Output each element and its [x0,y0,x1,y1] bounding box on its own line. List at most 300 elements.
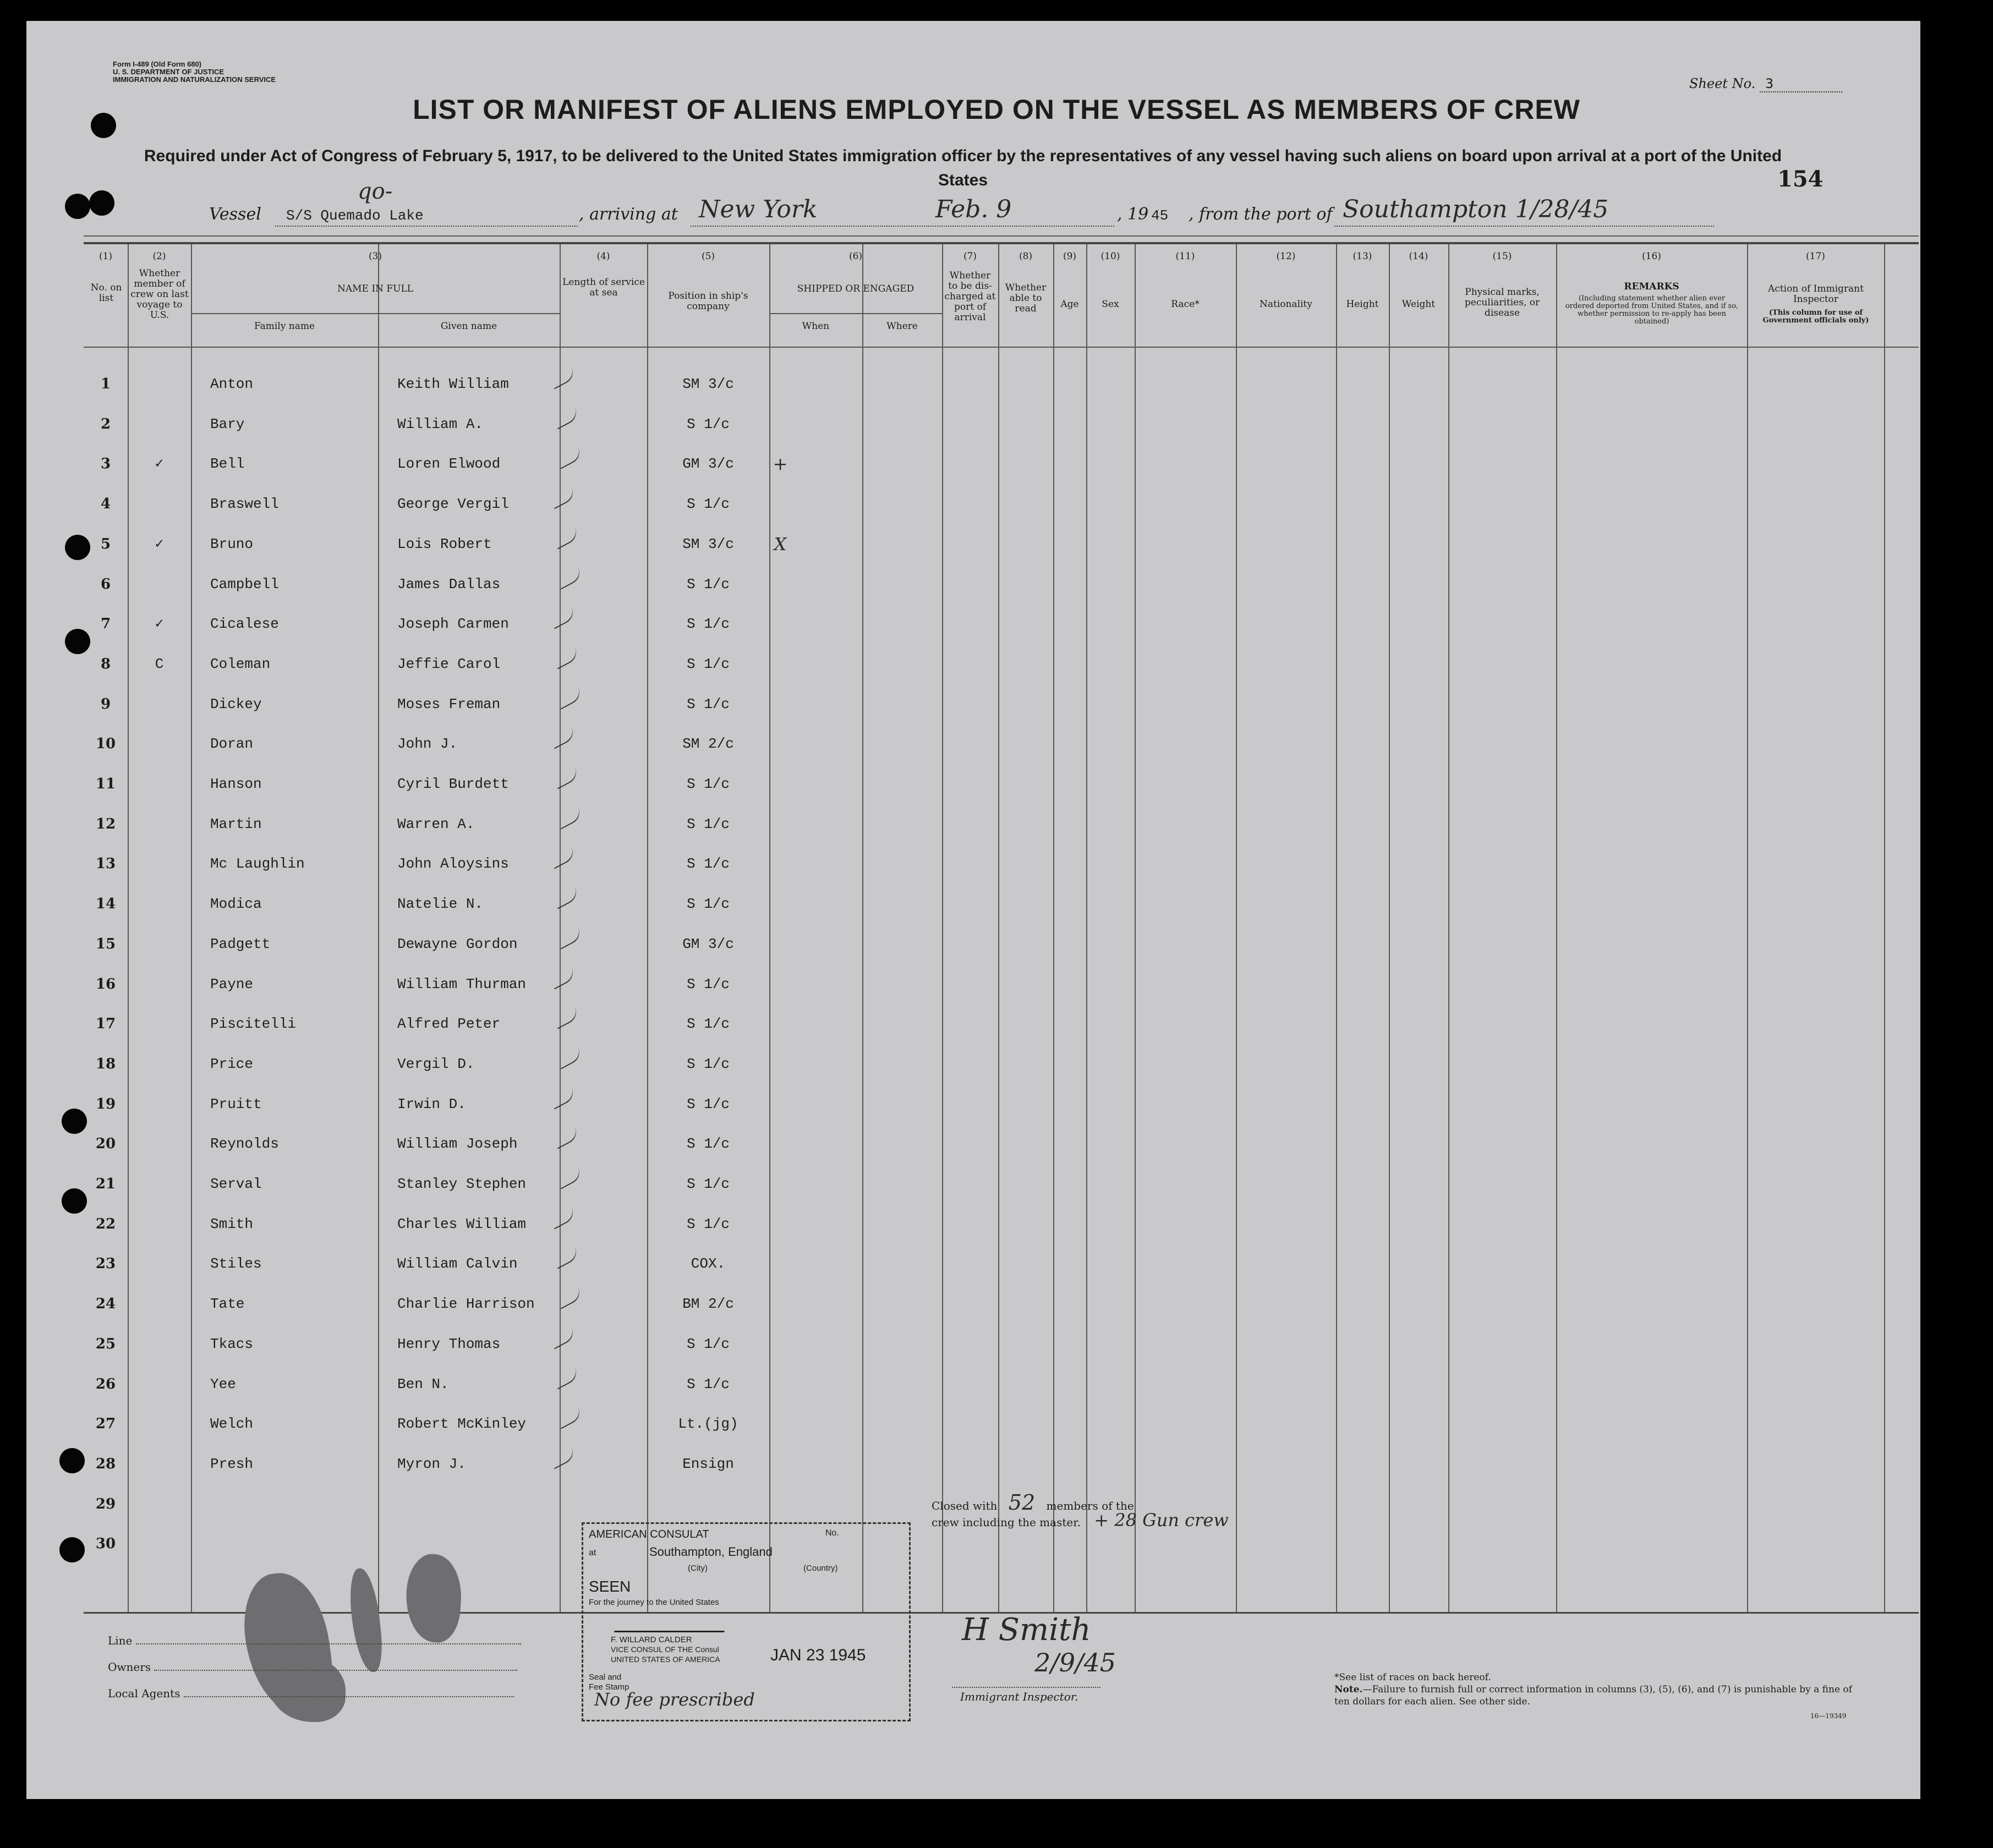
column-header-weight: Weight [1401,299,1436,310]
shipped-note [769,764,791,804]
stamp-seal-label: Seal and [589,1672,622,1682]
previous-voyage-mark [128,1124,191,1164]
given-name: Robert McKinley [397,1416,527,1433]
row-number: 14 [95,896,116,913]
check-mark [556,807,584,829]
family-name: Braswell [210,496,279,513]
row-number: 3 [100,456,111,473]
stamp-city-label: (City) [688,1564,708,1573]
column-header-height: Height [1346,299,1379,310]
previous-voyage-mark [128,1004,191,1044]
position: GM 3/c [682,935,734,952]
check-mark [556,1287,584,1309]
crew-count: 52 [1008,1490,1036,1515]
previous-voyage-mark [128,564,191,604]
table-row [84,364,1919,404]
table-row [84,764,1919,804]
family-name: Presh [210,1455,254,1472]
position: S 1/c [686,415,730,432]
column-header-inspector-note: (This column for use of Government officials only) [1762,309,1869,325]
previous-voyage-mark [128,804,191,844]
position: Lt.(jg) [678,1416,738,1433]
family-name: Smith [210,1215,254,1232]
row-number: 19 [95,1095,116,1112]
agents-field [108,1687,514,1700]
table-row [84,1324,1919,1364]
previous-voyage-mark [128,1204,191,1244]
family-name: Hanson [210,776,262,792]
column-header-name: NAME IN FULL [337,283,414,294]
previous-voyage-mark [128,764,191,804]
table-row [84,1084,1919,1124]
note-text: —Failure to furnish full or correct information in columns (3), (5), (6), and (7) is punishable by a fine of ten dollars for each alien. See other side. [1334,1684,1852,1707]
position: SM 2/c [682,736,734,753]
shipped-note [769,964,791,1004]
column-header-discharged: Whether to be dis-charged at port of arrival [944,270,996,323]
position: BM 2/c [682,1296,734,1313]
position: S 1/c [686,1176,730,1192]
form-id-line: U. S. DEPARTMENT OF JUSTICE [113,68,224,76]
table-row [84,1124,1919,1164]
family-name [210,1484,375,1524]
given-name: James Dallas [397,575,501,593]
family-name: Serval [210,1176,262,1192]
agents-label: Local Agents [108,1687,180,1700]
table-row [84,484,1919,524]
shipped-note [769,364,791,404]
header-rule [84,235,1919,237]
table-row [84,1244,1919,1284]
column-number: (3) [368,251,382,262]
column-header-remarks: REMARKS [1624,281,1679,292]
stamp-seen: SEEN [589,1578,631,1595]
position: SM 3/c [682,535,734,552]
consul-signature [614,1612,729,1632]
row-number: 17 [95,1016,116,1033]
position: GM 3/c [682,456,734,473]
stamp-officer-title: VICE CONSUL OF THE Consul [611,1645,719,1654]
row-number: 28 [95,1455,116,1472]
previous-voyage-mark: C [155,655,164,672]
shipped-note [769,1084,791,1124]
row-number: 30 [95,1536,116,1553]
column-header-no: No. on list [90,282,122,304]
stamp-officer: F. WILLARD CALDER [611,1635,692,1644]
shipped-note [769,1324,791,1364]
column-header-family-name: Family name [254,321,315,332]
column-header-race: Race* [1171,299,1200,310]
column-header-age: Age [1060,299,1079,310]
column-header-when: When [802,321,830,332]
position: COX. [691,1255,726,1273]
family-name: Campbell [210,575,279,593]
given-name: Warren A. [397,815,475,832]
column-number: (7) [963,251,977,262]
shipped-note [769,1244,791,1284]
row-number: 2 [100,415,111,432]
given-name: William Joseph [397,1136,518,1153]
column-header-where: Where [886,321,918,332]
family-name: Cicalese [210,616,279,633]
position: S 1/c [686,776,730,792]
vessel-name-line [275,226,578,227]
row-number: 13 [95,856,116,873]
column-header-physical-marks: Physical marks, peculiarities, or disease [1464,287,1540,319]
given-name: William Calvin [397,1255,518,1273]
year-prefix: , 19 [1117,205,1149,224]
column-header-able-to-read: Whether able to read [1005,282,1047,314]
table-row [84,684,1919,724]
row-number: 18 [95,1055,116,1072]
previous-voyage-mark [128,884,191,924]
shipped-note [769,1124,791,1164]
vessel-label: Vessel [209,205,261,224]
previous-voyage-mark [128,404,191,444]
stamp-journey: For the journey to the United States [589,1598,719,1607]
shipped-note [769,1364,791,1404]
column-header-nationality: Nationality [1260,299,1312,310]
stamp-fee-label: Fee Stamp [589,1682,629,1692]
family-name: Price [210,1055,254,1072]
closing-suffix: members of the [1046,1499,1134,1512]
table-row [84,1004,1919,1044]
previous-voyage-mark [128,1324,191,1364]
column-header-previous-voyage: Whether member of crew on last voyage to U.S. [130,268,189,321]
previous-voyage-mark [128,1364,191,1404]
previous-voyage-mark [128,1044,191,1084]
given-name: Alfred Peter [397,1016,501,1033]
page-subtitle: Required under Act of Congress of February 5, 1917, to be delivered to the United States immigration officer by the representatives of any vessel having such aliens on board upon arrival at a port of the United States [144,147,1782,189]
shipped-note [769,1204,791,1244]
form-identifier [113,61,276,84]
punch-hole [59,1537,85,1562]
line-label: Line [108,1634,133,1647]
sheet-number-label: Sheet No. [1689,76,1756,91]
row-number: 21 [95,1176,116,1192]
previous-voyage-mark [128,844,191,884]
shipped-note: + [773,453,788,475]
position: S 1/c [686,1055,730,1072]
given-name: Dewayne Gordon [397,935,518,952]
position: S 1/c [686,856,730,873]
table-row [84,1044,1919,1084]
previous-voyage-mark: ✓ [155,535,164,552]
line-value [136,1643,521,1644]
table-row [84,524,1919,564]
row-number: 9 [100,695,111,712]
given-name: George Vergil [397,496,509,513]
row-number: 7 [100,616,111,633]
previous-voyage-mark [128,1084,191,1124]
family-name: Coleman [210,655,271,672]
shipped-note [769,1044,791,1084]
previous-voyage-mark [128,1444,191,1484]
row-number: 6 [100,575,111,593]
position: Ensign [682,1455,734,1472]
column-number: (1) [98,251,113,262]
shipped-note [769,724,791,764]
arriving-port: New York [699,195,818,223]
column-header-inspector-action: Action of Immigrant Inspector [1768,283,1864,305]
shipped-note [769,804,791,844]
given-name: Cyril Burdett [397,776,509,792]
shipped-note [769,604,791,644]
form-id-line: Form I-489 (Old Form 680) [113,60,202,68]
given-name: Myron J. [397,1455,466,1472]
check-mark [556,926,584,949]
table-row [84,404,1919,444]
row-number: 12 [95,815,116,832]
previous-voyage-mark [128,1164,191,1204]
position: S 1/c [686,496,730,513]
given-name: Jeffie Carol [397,655,501,672]
punch-hole [89,190,114,216]
shipped-note [769,844,791,884]
shipped-note [769,1004,791,1044]
check-mark [556,1407,584,1429]
position [647,1484,769,1524]
page-title: LIST OR MANIFEST OF ALIENS EMPLOYED ON THE VESSEL AS MEMBERS OF CREW [413,94,1580,125]
table-row [84,844,1919,884]
closing-prefix: Closed with [932,1499,998,1512]
column-number: (2) [152,251,166,262]
family-name: Martin [210,815,262,832]
given-name: Lois Robert [397,535,492,552]
owners-label: Owners [108,1660,151,1674]
column-header-service-length: Length of service at sea [562,277,645,298]
column-number: (11) [1175,251,1195,262]
given-name: William A. [397,415,484,432]
form-id-line: IMMIGRATION AND NATURALIZATION SERVICE [113,75,276,84]
position: S 1/c [686,655,730,672]
given-name: Keith William [397,376,509,392]
row-number: 29 [95,1495,116,1512]
shipped-note [769,884,791,924]
row-number: 20 [95,1136,116,1153]
vessel-annotation: qo- [358,179,393,204]
previous-voyage-mark [128,924,191,964]
arrival-date: Feb. 9 [935,195,1012,223]
stamp-at-label: at [589,1548,596,1558]
family-name: Doran [210,736,254,753]
given-name [397,1484,557,1524]
family-name: Modica [210,896,262,913]
family-name: Yee [210,1375,236,1392]
row-number: 22 [95,1215,116,1232]
position: S 1/c [686,1375,730,1392]
arriving-label: , arriving at [579,205,678,224]
stamp-date: JAN 23 1945 [770,1646,866,1664]
position: S 1/c [686,1215,730,1232]
gun-crew-note: + 28 Gun crew [1094,1510,1229,1531]
family-name: Stiles [210,1255,262,1273]
row-number: 24 [95,1296,116,1313]
shipped-note [769,484,791,524]
position: S 1/c [686,695,730,712]
previous-voyage-mark [128,1524,191,1564]
table-row [84,1524,1919,1564]
position: S 1/c [686,975,730,992]
previous-voyage-mark [128,724,191,764]
column-number: (15) [1492,251,1512,262]
row-number: 1 [100,376,111,392]
shipped-note [769,684,791,724]
given-name: John Aloysins [397,856,509,873]
vessel-name: S/S Quemado Lake [286,207,424,224]
row-number: 4 [100,496,111,513]
closing-line2: crew including the master. [932,1516,1081,1529]
column-header-position: Position in ship's company [668,290,748,312]
agents-value [184,1696,514,1697]
stamp-city: Southampton, England [649,1545,773,1559]
position: SM 3/c [682,376,734,392]
table-row [84,804,1919,844]
owners-field [108,1660,517,1674]
column-number: (5) [701,251,715,262]
check-mark [556,1166,584,1189]
check-mark [556,447,584,469]
column-number: (4) [596,251,610,262]
table-row [84,444,1919,484]
row-number: 16 [95,975,116,992]
from-label: , from the port of [1189,205,1333,224]
given-name: Moses Freman [397,695,501,712]
family-name: Pruitt [210,1095,262,1112]
position: S 1/c [686,575,730,593]
stamp-consulate: AMERICAN CONSULAT [589,1528,709,1540]
check-mark [556,687,584,709]
column-number: (8) [1019,251,1033,262]
table-row [84,924,1919,964]
table-row [84,964,1919,1004]
position: S 1/c [686,1335,730,1352]
previous-voyage-mark [128,964,191,1004]
column-number: (10) [1100,251,1120,262]
table-row [84,604,1919,644]
family-name: Bell [210,456,245,473]
family-name: Payne [210,975,254,992]
column-header-given-name: Given name [440,321,497,332]
previous-voyage-mark: ✓ [155,456,164,473]
column-header-sex: Sex [1102,299,1119,310]
position: S 1/c [686,1136,730,1153]
family-name: Reynolds [210,1136,279,1153]
given-name: Ben N. [397,1375,449,1392]
given-name: John J. [397,736,458,753]
column-number: (6) [848,251,863,262]
shipped-note [769,1444,791,1484]
family-name: Welch [210,1416,254,1433]
family-name: Mc Laughlin [210,856,305,873]
shipped-note [769,1404,791,1444]
note-label: Note. [1334,1684,1363,1695]
position: S 1/c [686,616,730,633]
inspector-line [952,1687,1100,1688]
departure-line [1334,226,1714,227]
position: S 1/c [686,896,730,913]
family-name: Padgett [210,935,271,952]
owners-value [154,1670,517,1671]
table-row [84,1444,1919,1484]
previous-voyage-mark [128,484,191,524]
check-mark [556,1046,584,1069]
stamp-fee-note: No fee prescribed [594,1689,755,1710]
family-name: Piscitelli [210,1016,297,1033]
table-row [84,1284,1919,1324]
inspector-date: 2/9/45 [1034,1648,1116,1677]
departure-port: Southampton 1/28/45 [1343,195,1609,223]
sheet-number [1689,76,1842,92]
page-number: 154 [1777,166,1824,192]
table-row [84,724,1919,764]
races-note: *See list of races on back hereof. [1334,1672,1491,1683]
shipped-note [769,1164,791,1204]
table-row [84,1164,1919,1204]
row-number: 11 [95,776,116,792]
stamp-no-label: No. [825,1528,839,1538]
column-number: (16) [1642,251,1661,262]
shipped-note [769,1284,791,1324]
family-name [210,1524,375,1564]
table-row [84,884,1919,924]
shipped-note [769,924,791,964]
table-row [84,1404,1919,1444]
table-row [84,1204,1919,1244]
given-name: Irwin D. [397,1095,466,1112]
given-name: Natelie N. [397,896,484,913]
previous-voyage-mark [128,1484,191,1524]
family-name: Tkacs [210,1335,254,1352]
inspector-signature: H Smith [962,1612,1091,1648]
table-row [84,644,1919,684]
previous-voyage-mark [128,1284,191,1324]
shipped-note [769,404,791,444]
table-row [84,564,1919,604]
column-number: (14) [1409,251,1428,262]
shipped-note [769,1484,791,1524]
check-mark [556,567,584,589]
previous-voyage-mark: ✓ [155,616,164,633]
position: S 1/c [686,1095,730,1112]
shipped-note [769,564,791,604]
given-name: Charles William [397,1215,527,1232]
stamp-officer-title2: UNITED STATES OF AMERICA [611,1655,720,1664]
closing-statement [932,1490,1229,1531]
line-field [108,1634,521,1647]
column-number: (9) [1063,251,1077,262]
row-number: 26 [95,1375,116,1392]
form-code: 16—19349 [1810,1712,1847,1720]
family-name: Anton [210,376,254,392]
punch-hole [65,194,90,219]
given-name: Henry Thomas [397,1335,501,1352]
column-number: (13) [1353,251,1372,262]
given-name: Vergil D. [397,1055,475,1072]
crew-table [84,242,1919,1614]
row-number: 27 [95,1416,116,1433]
row-number: 15 [95,935,116,952]
previous-voyage-mark [128,1404,191,1444]
footer-notes [1334,1671,1863,1708]
previous-voyage-mark [128,1244,191,1284]
column-number: (12) [1276,251,1296,262]
stamp-country-label: (Country) [803,1564,838,1573]
row-number: 5 [100,535,111,552]
given-name: Stanley Stephen [397,1176,527,1192]
arrival-year: 45 [1151,207,1169,224]
previous-voyage-mark [128,364,191,404]
given-name: Joseph Carmen [397,616,509,633]
